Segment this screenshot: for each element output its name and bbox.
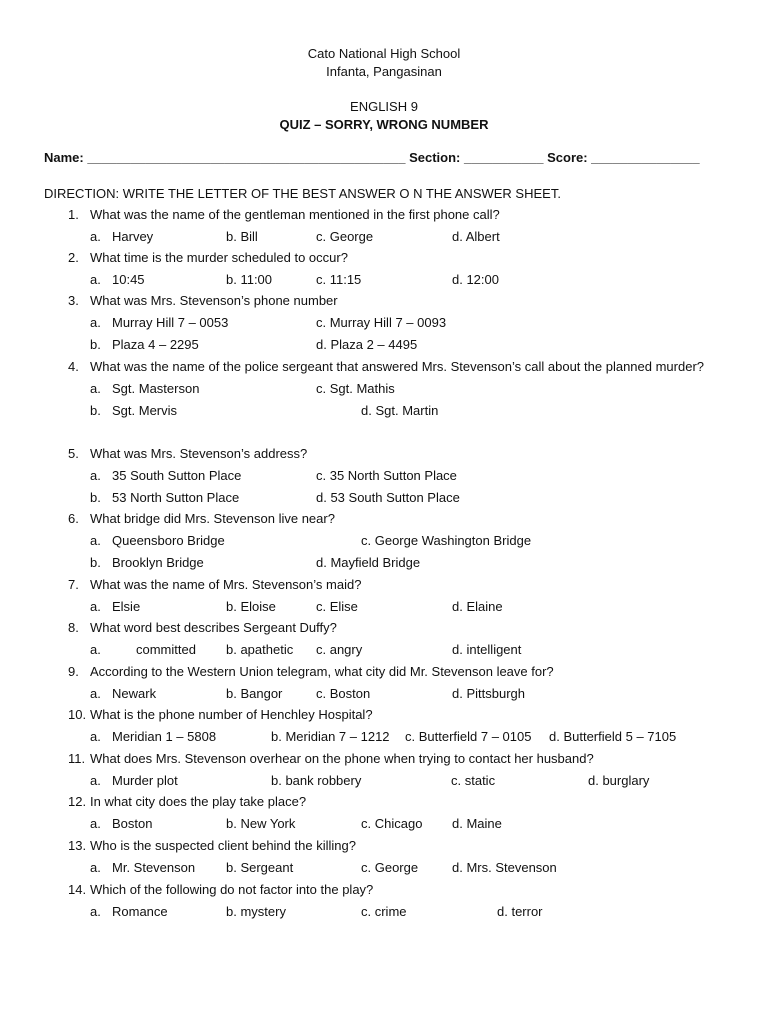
- question-text: In what city does the play take place?: [90, 794, 307, 809]
- answer-option: Murray Hill 7 – 0053: [112, 315, 229, 330]
- question-text: What was the name of Mrs. Stevenson’s maid?: [90, 577, 362, 592]
- answer-option: Boston: [112, 816, 153, 831]
- question-number: 1.: [68, 207, 79, 222]
- option-letter: a.: [90, 599, 101, 614]
- question-number: 4.: [68, 359, 79, 374]
- answer-option: d. intelligent: [452, 642, 522, 657]
- question-item: [68, 661, 708, 705]
- answer-option: b. apathetic: [226, 642, 294, 657]
- answer-option: d. Elaine: [452, 599, 503, 614]
- question-text: What was Mrs. Stevenson’s address?: [90, 446, 308, 461]
- question-item: [68, 835, 708, 879]
- answer-option: b. New York: [226, 816, 296, 831]
- answer-option: 10:45: [112, 272, 145, 287]
- answer-option: d. Albert: [452, 229, 500, 244]
- answer-option: c. 11:15: [316, 272, 362, 287]
- question-text-line: [68, 290, 708, 312]
- question-number: 9.: [68, 664, 79, 679]
- question-text-line: [68, 508, 708, 530]
- question-text: Who is the suspected client behind the killing?: [90, 838, 356, 853]
- question-number: 11.: [68, 751, 86, 766]
- answer-option: Murder plot: [112, 773, 178, 788]
- option-letter: b.: [90, 337, 101, 352]
- answer-option: Mr. Stevenson: [112, 860, 196, 875]
- answer-option: c. static: [451, 773, 496, 788]
- question-text-line: [68, 617, 708, 639]
- question-text-line: [68, 247, 708, 269]
- answer-option: c. 35 North Sutton Place: [316, 468, 457, 483]
- question-number: 7.: [68, 577, 79, 592]
- option-letter: b.: [90, 403, 101, 418]
- question-item: [68, 791, 708, 835]
- answer-option: c. Boston: [316, 686, 371, 701]
- question-text: What was the name of the police sergeant that answered Mrs. Stevenson’s call about the planned murder?: [90, 359, 705, 374]
- question-number: 12.: [68, 794, 87, 809]
- question-text-line: [68, 748, 708, 770]
- answer-option: d. terror: [497, 904, 543, 919]
- question-item: [68, 617, 708, 661]
- option-letter: a.: [90, 229, 101, 244]
- answer-option: d. 12:00: [452, 272, 499, 287]
- answer-options-row: [68, 770, 708, 792]
- answer-option: d. Mrs. Stevenson: [452, 860, 557, 875]
- answer-option: b. mystery: [226, 904, 286, 919]
- answer-option: d. Sgt. Martin: [361, 403, 439, 418]
- answer-option: b. Eloise: [226, 599, 276, 614]
- question-number: 14.: [68, 882, 87, 897]
- subject-title: ENGLISH 9: [350, 99, 418, 114]
- option-letter: a.: [90, 315, 101, 330]
- answer-option: Meridian 1 – 5808: [112, 729, 217, 744]
- question-text: Which of the following do not factor into the play?: [90, 882, 374, 897]
- answer-option: Plaza 4 – 2295: [112, 337, 199, 352]
- answer-option: d. burglary: [588, 773, 650, 788]
- answer-option: c. Chicago: [361, 816, 423, 831]
- answer-option: b. Meridian 7 – 1212: [271, 729, 390, 744]
- answer-option: Harvey: [112, 229, 154, 244]
- question-number: 13.: [68, 838, 87, 853]
- answer-option: committed: [136, 642, 196, 657]
- answer-options-row: [68, 465, 708, 487]
- question-text-line: [68, 574, 708, 596]
- answer-option: d. Pittsburgh: [452, 686, 525, 701]
- answer-options-row: [68, 683, 708, 705]
- answer-options-row: [68, 312, 708, 334]
- question-text: What bridge did Mrs. Stevenson live near?: [90, 511, 335, 526]
- option-letter: a.: [90, 904, 101, 919]
- question-text-line: [68, 791, 708, 813]
- answer-option: c. angry: [316, 642, 363, 657]
- question-text: What time is the murder scheduled to occur?: [90, 250, 348, 265]
- answer-option: Sgt. Masterson: [112, 381, 200, 396]
- option-letter: a.: [90, 816, 101, 831]
- answer-options-row: [68, 530, 708, 552]
- answer-option: 35 South Sutton Place: [112, 468, 242, 483]
- answer-options-row: [68, 813, 708, 835]
- answer-option: b. Bill: [226, 229, 258, 244]
- answer-option: c. Elise: [316, 599, 358, 614]
- answer-options-row: [68, 552, 708, 574]
- question-item: [68, 704, 708, 748]
- student-info-line: Name: ____________________________________________ Section: ___________ Score: _______________: [44, 150, 700, 165]
- question-number: 6.: [68, 511, 79, 526]
- question-item: [68, 443, 708, 509]
- option-letter: b.: [90, 490, 101, 505]
- question-item: [68, 356, 708, 422]
- question-text-line: [68, 879, 708, 901]
- option-letter: a.: [90, 773, 101, 788]
- answer-options-row: [68, 269, 708, 291]
- question-text: What is the phone number of Henchley Hospital?: [90, 707, 373, 722]
- question-item: [68, 748, 708, 792]
- question-item: [68, 290, 708, 356]
- option-letter: a.: [90, 272, 101, 287]
- question-item: [68, 574, 708, 618]
- answer-option: Romance: [112, 904, 168, 919]
- answer-options-row: [68, 400, 708, 422]
- answer-options-row: [68, 857, 708, 879]
- answer-options-row: [68, 596, 708, 618]
- answer-option: c. Murray Hill 7 – 0093: [316, 315, 447, 330]
- answer-option: c. Butterfield 7 – 0105: [405, 729, 532, 744]
- question-item: [68, 204, 708, 248]
- question-item: [68, 879, 708, 923]
- school-name: Cato National High School: [307, 46, 461, 61]
- question-number: 3.: [68, 293, 79, 308]
- question-text-line: [68, 835, 708, 857]
- answer-option: Sgt. Mervis: [112, 403, 178, 418]
- school-location: Infanta, Pangasinan: [326, 64, 442, 79]
- answer-options-row: [68, 487, 708, 509]
- answer-option: b. Bangor: [226, 686, 283, 701]
- answer-option: Queensboro Bridge: [112, 533, 225, 548]
- question-text-line: [68, 704, 708, 726]
- question-text: What does Mrs. Stevenson overhear on the phone when trying to contact her husband?: [90, 751, 594, 766]
- answer-options-row: [68, 378, 708, 400]
- question-text: What was Mrs. Stevenson’s phone number: [90, 293, 338, 308]
- answer-options-row: [68, 334, 708, 356]
- option-letter: a.: [90, 686, 101, 701]
- answer-options-row: [68, 901, 708, 923]
- question-text-line: [68, 661, 708, 683]
- option-letter: a.: [90, 533, 101, 548]
- answer-option: Elsie: [112, 599, 141, 614]
- question-text: According to the Western Union telegram, what city did Mr. Stevenson leave for?: [90, 664, 554, 679]
- option-letter: b.: [90, 555, 101, 570]
- direction-text: DIRECTION: WRITE THE LETTER OF THE BEST ANSWER O N THE ANSWER SHEET.: [44, 186, 561, 201]
- answer-options-row: [68, 226, 708, 248]
- question-text-line: [68, 443, 708, 465]
- answer-option: d. Mayfield Bridge: [316, 555, 421, 570]
- option-letter: a.: [90, 468, 101, 483]
- answer-option: b. bank robbery: [271, 773, 362, 788]
- question-number: 5.: [68, 446, 79, 461]
- question-number: 8.: [68, 620, 79, 635]
- answer-option: b. 11:00: [226, 272, 273, 287]
- answer-option: b. Sergeant: [226, 860, 294, 875]
- option-letter: a.: [90, 381, 101, 396]
- option-letter: a.: [90, 729, 101, 744]
- answer-option: Brooklyn Bridge: [112, 555, 204, 570]
- question-text-line: [68, 204, 708, 226]
- question-number: 2.: [68, 250, 79, 265]
- quiz-title: QUIZ – SORRY, WRONG NUMBER: [279, 117, 489, 132]
- question-text-line: [68, 356, 708, 378]
- answer-option: d. Maine: [452, 816, 502, 831]
- answer-option: c. George: [316, 229, 374, 244]
- answer-option: c. crime: [361, 904, 407, 919]
- answer-option: c. George: [361, 860, 419, 875]
- question-text: What was the name of the gentleman mentioned in the first phone call?: [90, 207, 500, 222]
- answer-options-row: [68, 639, 708, 661]
- answer-options-row: [68, 726, 708, 748]
- question-item: [68, 508, 708, 574]
- option-letter: a.: [90, 642, 101, 657]
- answer-option: c. Sgt. Mathis: [316, 381, 395, 396]
- answer-option: d. Butterfield 5 – 7105: [549, 729, 677, 744]
- answer-option: Newark: [112, 686, 157, 701]
- answer-option: c. George Washington Bridge: [361, 533, 532, 548]
- question-number: 10.: [68, 707, 87, 722]
- option-letter: a.: [90, 860, 101, 875]
- question-item: [68, 247, 708, 291]
- answer-option: d. Plaza 2 – 4495: [316, 337, 418, 352]
- answer-option: 53 North Sutton Place: [112, 490, 240, 505]
- question-text: What word best describes Sergeant Duffy?: [90, 620, 337, 635]
- answer-option: d. 53 South Sutton Place: [316, 490, 460, 505]
